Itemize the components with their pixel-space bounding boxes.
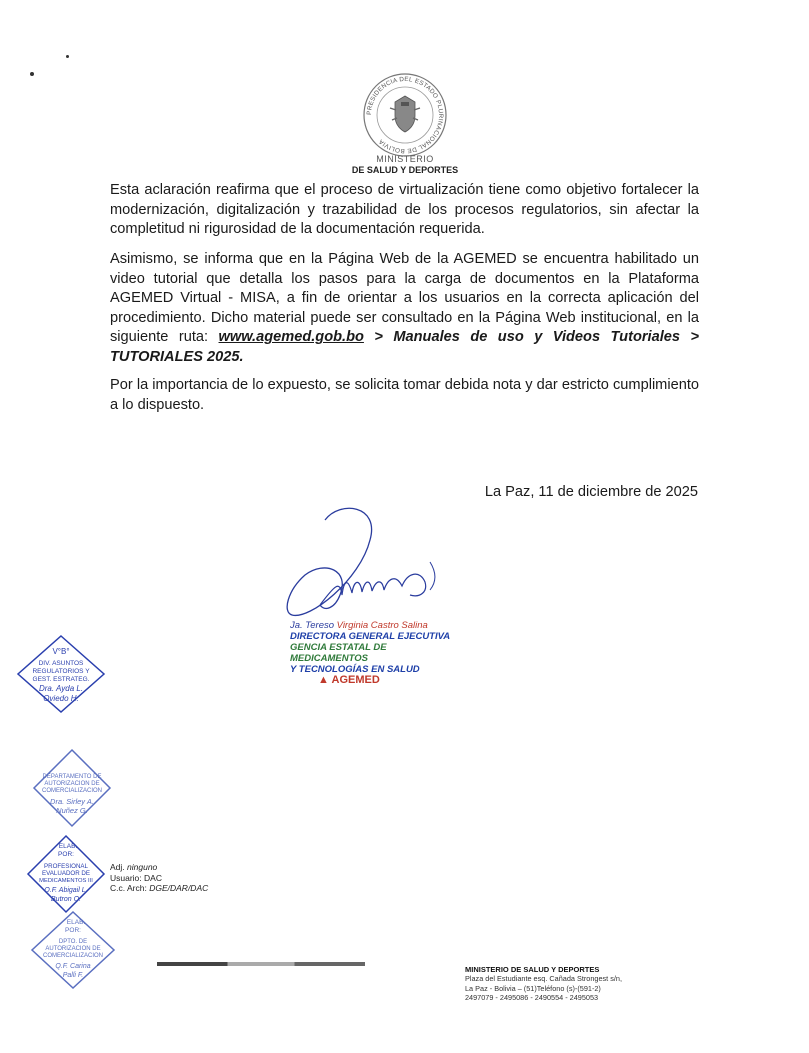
stamp2-l1: DEPARTAMENTO DE [42,774,102,780]
sig-line5: ▲ AGEMED [318,674,380,686]
stamp1-l1: V°B° [52,647,70,656]
sig-agemed: AGEMED [331,674,380,686]
adj-label: Adj. [110,862,128,872]
paragraph-2-text: Asimismo, se informa que en la Página Web de la AGEMED se encuentra habilitado un video tutorial que detalla los pasos para la carga de documentos en la Plataforma AGEMED Virtual - MISA, a fin de orientar a los usuarios en la correcta aplicación del procedimiento. Dicho material puede ser consultado en la Página Web institucional, en la siguiente ruta: [110,251,699,346]
sig-name-prefix: Ja. Tereso [290,620,337,631]
paragraph-1: Esta aclaración reafirma que el proceso de virtualización tiene como objetivo fortalecer la modernización, digitalización y trazabilidad de los procesos regulatorios, sin afectar la completitud ni rigurosidad de la documentación requerida. [110,182,699,238]
stamp3-l1: ELAB. [58,843,78,850]
approval-stamp-1 [16,634,106,714]
stamp3-l7: Butron O. [51,896,81,903]
stamp4-l3: DPTO. DE [58,939,88,945]
state-seal-icon [362,72,448,158]
stamp2-l3: COMERCIALIZACION [41,788,103,794]
annex-block [110,862,208,894]
seal-ring-text: PRESIDENCIA DEL ESTADO PLURINACIONAL DE BOLIVIA [365,75,445,155]
paragraph-2 [110,250,699,368]
footer-line3: 2497079 - 2495086 - 2490554 - 2495053 [465,992,599,1002]
date-line: La Paz, 11 de diciembre de 2025 [484,484,698,500]
footer-line2: La Paz - Bolivia – (51)Teléfono (s)-(591-2) [465,983,601,993]
ministry-header [330,154,480,176]
scan-speck [30,72,34,76]
stamp4-l5: COMERCIALIZACION [42,953,104,959]
stamp3-l4: EVALUADOR DE [41,870,91,877]
stamp4-l7: Palli F. [62,972,84,979]
route-path: > Manuales de uso y Videos Tutoriales > TUTORIALES 2025. [110,329,699,365]
ministry-line1: MINISTERIO [376,154,434,164]
stamp1-l4: GEST. ESTRATEG. [32,676,90,683]
cc-label: C.c. Arch: [110,883,150,893]
stamp2-l2: AUTORIZACION DE [44,781,100,787]
stamp4-l4: AUTORIZACION DE [45,946,101,952]
scan-speck [66,55,69,58]
sig-line2: DIRECTORA GENERAL EJECUTIVA [290,631,451,642]
stamp2-l5: Nuñez G. [56,806,88,815]
elaboration-stamp-1 [26,834,106,914]
adj-value: ninguno [127,862,158,872]
stamp1-l6: Oviedo H. [43,694,79,703]
stamp2-l4: Dra. Sirley A. [50,797,94,806]
sig-name: Virginia Castro Salina [336,620,428,631]
footer-title: MINISTERIO DE SALUD Y DEPORTES [465,965,600,974]
elaboration-stamp-2 [30,910,116,990]
stamp3-l5: MEDICAMENTOS III [39,878,93,884]
handwritten-signature [280,500,480,630]
stamp4-l1: ELAB. [66,919,86,926]
paragraph-3: Por la importancia de lo expuesto, se solicita tomar debida nota y dar estricto cumplimiento a lo dispuesto. [110,377,699,413]
footer-divider [157,962,365,966]
stamp1-l2: DIV. ASUNTOS [38,660,84,667]
stamp3-l6: Q.F. Abigail L. [44,887,88,894]
ministry-line2: DE SALUD Y DEPORTES [351,165,459,175]
sig-line3: GENCIA ESTATAL DE MEDICAMENTOS [290,642,387,664]
approval-stamp-2 [32,748,112,828]
stamp3-l2: POR: [58,851,74,858]
stamp1-l5: Dra. Ayda L. [38,684,84,693]
signature-stamp [290,620,455,686]
stamp4-l6: Q.F. Carina [55,963,91,970]
footer-address [465,965,695,1002]
sig-line4: Y TECNOLOGÍAS EN SALUD [290,664,420,675]
stamp4-l2: POR: [65,927,81,934]
stamp3-l3: PROFESIONAL [43,863,89,870]
annex-user: Usuario: DAC [110,872,162,883]
cc-value: DGE/DAR/DAC [149,883,209,893]
footer-line1: Plaza del Estudiante esq. Cañada Strongest s/n, [465,974,622,984]
stamp1-l3: REGULATORIOS Y [32,668,90,675]
agemed-website-link[interactable]: www.agemed.gob.bo [218,329,364,346]
